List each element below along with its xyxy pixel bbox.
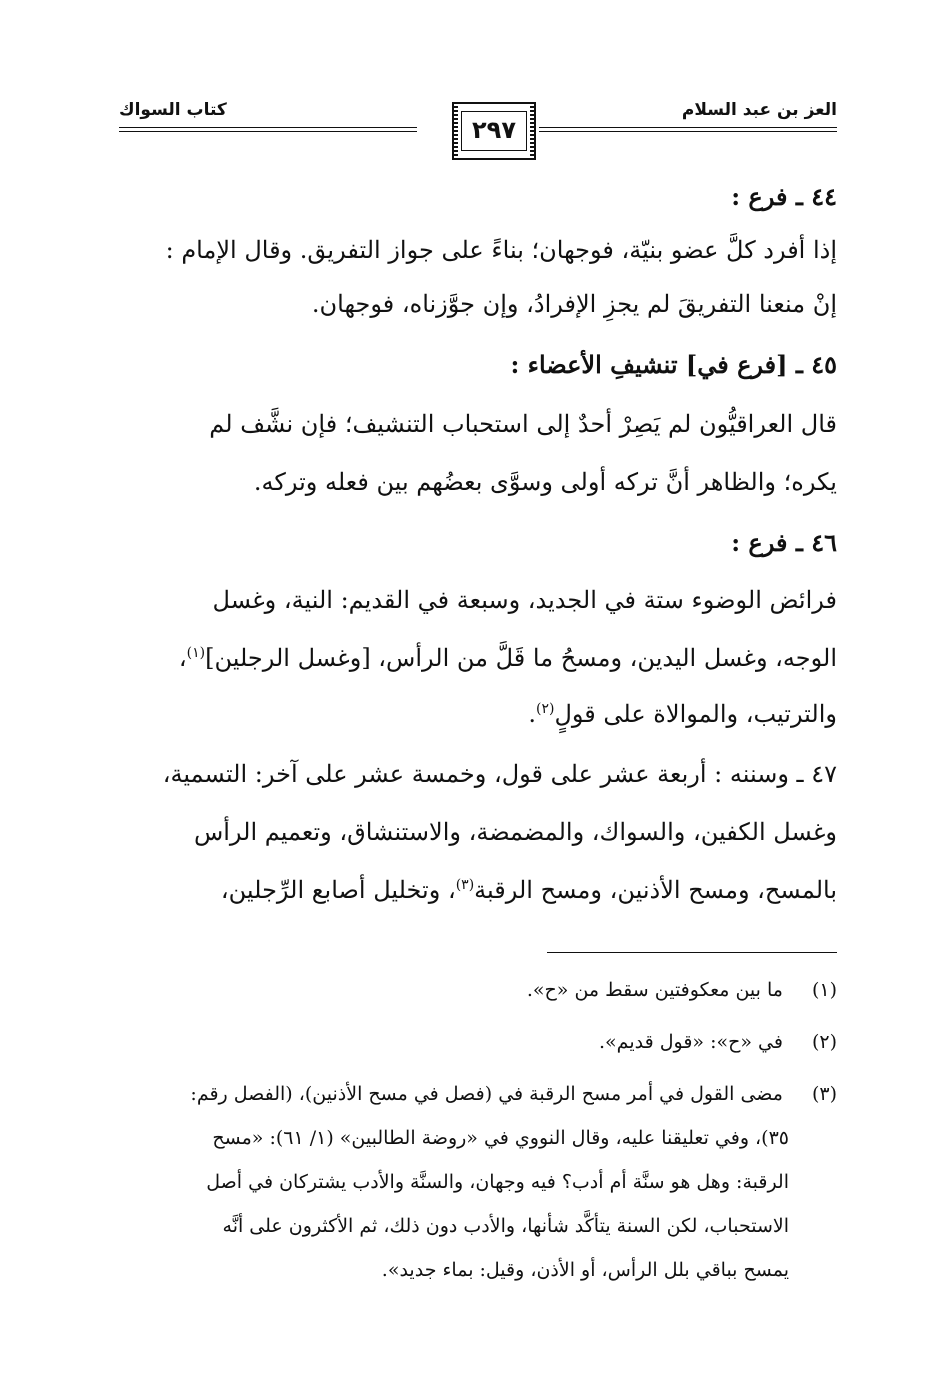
body-text-segment: والترتيب، والموالاة على قولٍ (554, 700, 837, 728)
footnote-number: (٢) (811, 1031, 837, 1053)
footnote-text: ما بين معكوفتين سقط من «ح». (526, 979, 783, 1001)
section-47-line: ٤٧ ـ وسننه : أربعة عشر على قول، وخمسة عشر على آخر: التسمية، (162, 760, 837, 788)
body-line: فرائض الوضوء ستة في الجديد، وسبعة في القديم: النية، وغسل (212, 586, 837, 614)
footnote-3-continuation: الرقبة: وهل هو سنَّة أم أدب؟ فيه وجهان، والسنَّة والأدب يشتركان في أصل (206, 1171, 789, 1193)
body-line (119, 876, 837, 930)
punctuation: . (528, 700, 536, 728)
body-line: إنْ منعنا التفريقَ لم يجزِ الإفرادُ، وإن جوَّزناه، فوجهان. (311, 290, 837, 318)
body-line: يكره؛ والظاهر أنَّ تركه أولى وسوَّى بعضُهم بين فعله وتركه. (253, 468, 837, 496)
footnote-3-continuation: يمسح بباقي بلل الرأس، أو الأذن، وقيل: بماء جديد». (381, 1259, 789, 1281)
header-rule-right (539, 127, 837, 128)
footnote-text: في «ح»: «قول قديم». (599, 1031, 783, 1053)
section-44-heading: ٤٤ ـ فرع : (731, 182, 837, 211)
running-header (119, 94, 837, 174)
footnote-separator (547, 952, 837, 953)
punctuation: ، (178, 644, 187, 672)
header-author: العز بن عبد السلام (681, 100, 837, 120)
header-rule-left (119, 127, 417, 128)
footnote-3 (119, 1074, 837, 1114)
body-line (119, 700, 837, 754)
body-line (119, 644, 837, 698)
header-book-section: كتاب السواك (119, 100, 227, 120)
body-text-segment: بالمسح، ومسح الأذنين، ومسح الرقبة (474, 876, 837, 904)
footnote-number: (٣) (811, 1083, 837, 1105)
header-rule-right-2 (539, 131, 837, 132)
footnote-ref-2[interactable]: (٢) (536, 701, 555, 717)
section-46-heading: ٤٦ ـ فرع : (731, 528, 837, 557)
body-line: إذا أفرد كلَّ عضو بنيّة، فوجهان؛ بناءً على جواز التفريق. وقال الإمام : (165, 236, 837, 264)
body-text-segment: ، وتخليل أصابع الرِّجلين، (220, 876, 456, 904)
footnote-text: مضى القول في أمر مسح الرقبة في (فصل في مسح الأذنين)، (الفصل رقم: (190, 1083, 783, 1105)
footnote-3-continuation: ٣٥)، وفي تعليقنا عليه، وقال النووي في «روضة الطالبين» (١/ ٦١): «مسح (212, 1127, 789, 1149)
footnote-1 (119, 970, 837, 1010)
footnote-ref-3[interactable]: (٣) (455, 877, 475, 893)
page-number: ٢٩٧ (472, 116, 516, 144)
footnote-2 (119, 1022, 837, 1062)
footnote-number: (١) (811, 979, 837, 1001)
footnote-ref-1[interactable]: (١) (186, 645, 206, 661)
footnote-3-continuation: الاستحباب، لكن السنة يتأكَّد شأنها، والأدب دون ذلك، ثم الأكثرون على أنَّه (222, 1215, 789, 1237)
body-text-segment: الوجه، وغسل اليدين، ومسحُ ما قَلَّ من الرأس، [وغسل الرجلين] (205, 644, 837, 672)
body-line: وغسل الكفين، والسواك، والمضمضة، والاستنشاق، وتعميم الرأس (193, 818, 837, 846)
header-rule-left-2 (119, 131, 417, 132)
page-number-frame (452, 102, 536, 160)
body-line: قال العراقيُّون لم يَصِرْ أحدٌ إلى استحباب التنشيف؛ فإن نشَّف لم (209, 410, 837, 438)
section-45-heading: ٤٥ ـ [فرع في] تنشيفِ الأعضاء : (510, 350, 837, 379)
